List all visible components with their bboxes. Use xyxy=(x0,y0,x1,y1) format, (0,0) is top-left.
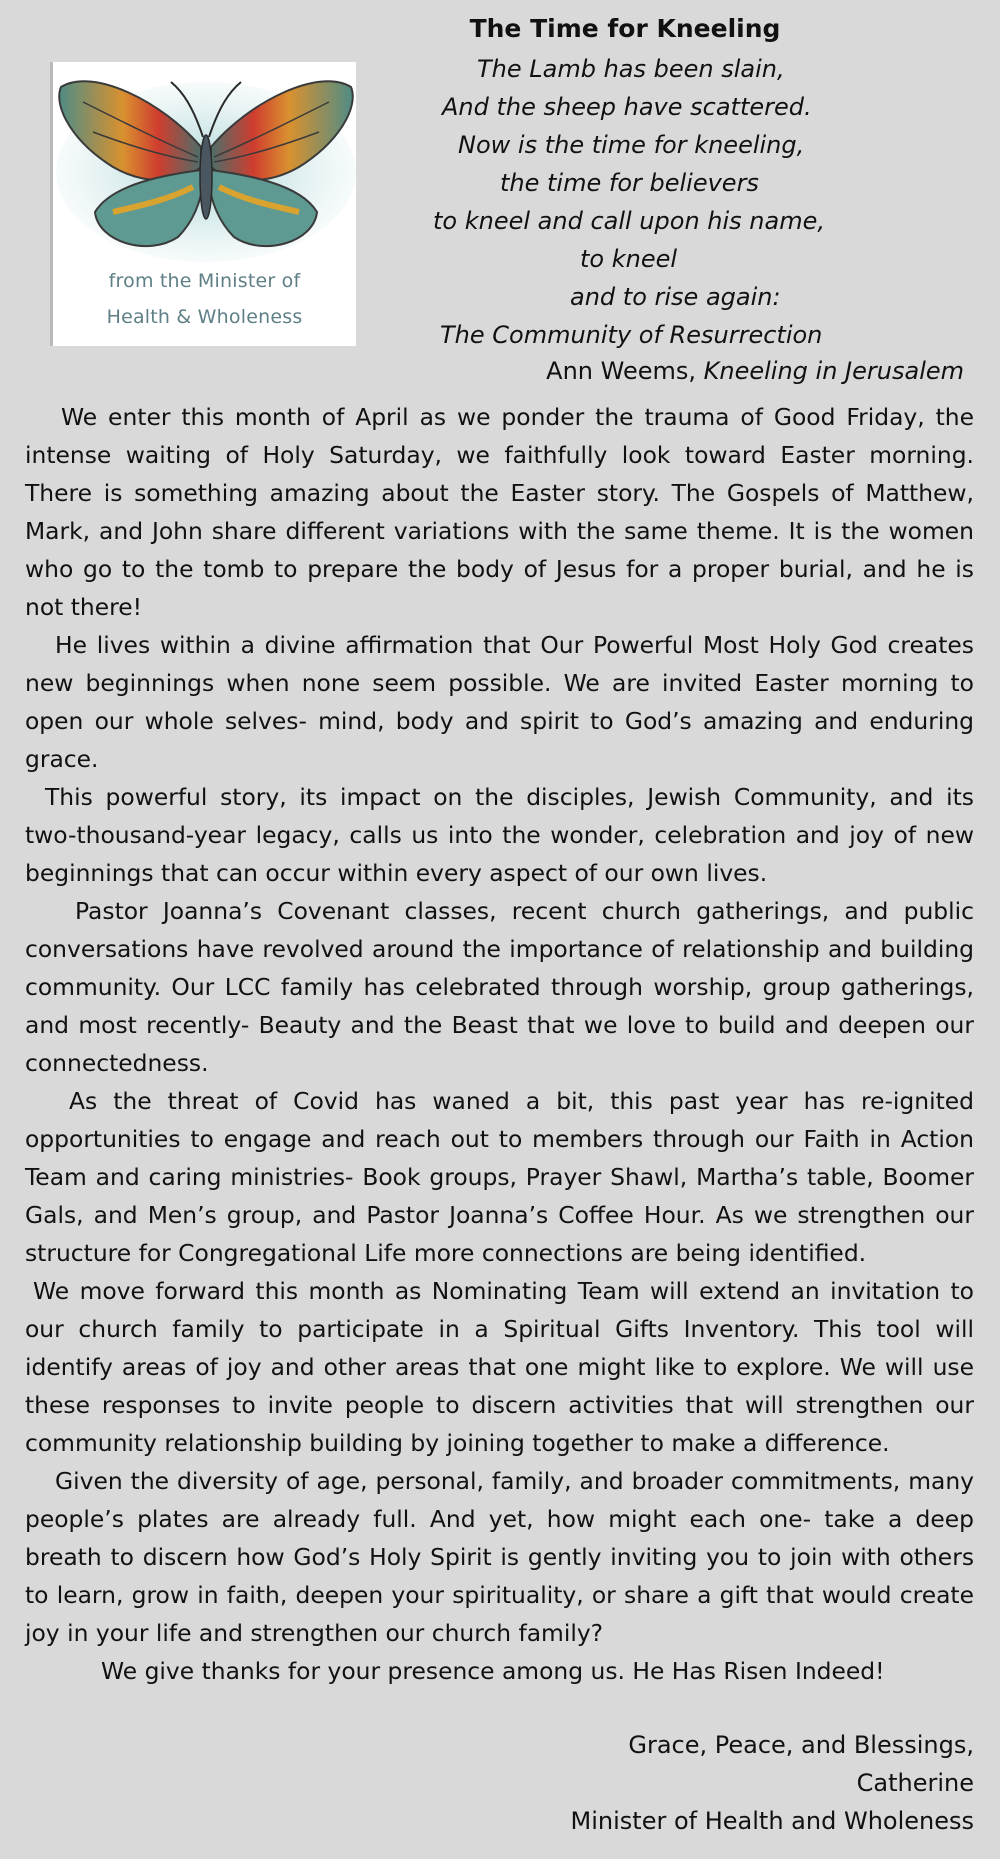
paragraph: We give thanks for your presence among us. He Has Risen Indeed! xyxy=(101,1657,885,1685)
poem-line: And the sheep have scattered. xyxy=(442,93,812,121)
paragraph: Given the diversity of age, personal, family, and broader commitments, many people’s plates are already full. And yet, how might each one- take a deep breath to discern how God’s Holy Spirit is gently inviting you to join with others to learn, grow in faith, deepen your spirituality, or share a gift that would create joy in your life and strengthen our church family? xyxy=(25,1467,974,1647)
poem-line: to kneel and call upon his name, xyxy=(433,207,825,235)
poem-author: Ann Weems, xyxy=(546,357,697,385)
poem-source: Kneeling in Jerusalem xyxy=(703,357,964,385)
paragraph: We move forward this month as Nominating Team will extend an invitation to our church family to participate in a Spiritual Gifts Inventory. This tool will identify areas of joy and other areas that one might like to explore. We will use these responses to invite people to discern activities that will strengthen our community relationship building by joining together to make a difference. xyxy=(25,1277,974,1457)
minister-logo xyxy=(50,62,356,346)
poem-line: Now is the time for kneeling, xyxy=(458,131,805,159)
paragraph: He lives within a divine affirmation that Our Powerful Most Holy God creates new beginnings when none seem possible. We are invited Easter morning to open our whole selves- mind, body and spirit to God’s amazing and enduring grace. xyxy=(25,631,974,773)
butterfly-icon xyxy=(53,62,359,262)
paragraph: Pastor Joanna’s Covenant classes, recent church gatherings, and public conversations have revolved around the importance of relationship and building community. Our LCC family has celebrated through worship, group gatherings, and most recently- Beauty and the Beast that we love to build and deepen our connectedness. xyxy=(25,897,974,1077)
signature-name: Catherine xyxy=(856,1769,974,1797)
logo-line-1: from the Minister of xyxy=(108,270,301,292)
poem-title: The Time for Kneeling xyxy=(469,14,781,43)
paragraph: This powerful story, its impact on the disciples, Jewish Community, and its two-thousand-year legacy, calls us into the wonder, celebration and joy of new beginnings that can occur within every aspect of our own lives. xyxy=(25,783,974,887)
paragraph: We enter this month of April as we ponder the trauma of Good Friday, the intense waiting of Holy Saturday, we faithfully look toward Easter morning. There is something amazing about the Easter story. The Gospels of Matthew, Mark, and John share different variations with the same theme. It is the women who go to the tomb to prepare the body of Jesus for a proper burial, and he is not there! xyxy=(25,403,974,621)
poem-line: The Community of Resurrection xyxy=(440,321,823,349)
paragraph: As the threat of Covid has waned a bit, this past year has re-ignited opportunities to engage and reach out to members through our Faith in Action Team and caring ministries- Book groups, Prayer Shawl, Martha’s table, Boomer Gals, and Men’s group, and Pastor Joanna’s Coffee Hour. As we strengthen our structure for Congregational Life more connections are being identified. xyxy=(25,1087,974,1267)
signature-closing: Grace, Peace, and Blessings, xyxy=(628,1731,974,1759)
poem-line: and to rise again: xyxy=(570,283,781,311)
poem-line: The Lamb has been slain, xyxy=(477,55,785,83)
poem-line: to kneel xyxy=(580,245,678,273)
poem-line: the time for believers xyxy=(500,169,759,197)
article-body xyxy=(25,398,974,1690)
logo-line-2: Health & Wholeness xyxy=(106,306,303,328)
signature-title: Minister of Health and Wholeness xyxy=(570,1807,974,1835)
poem-attribution xyxy=(546,357,964,385)
